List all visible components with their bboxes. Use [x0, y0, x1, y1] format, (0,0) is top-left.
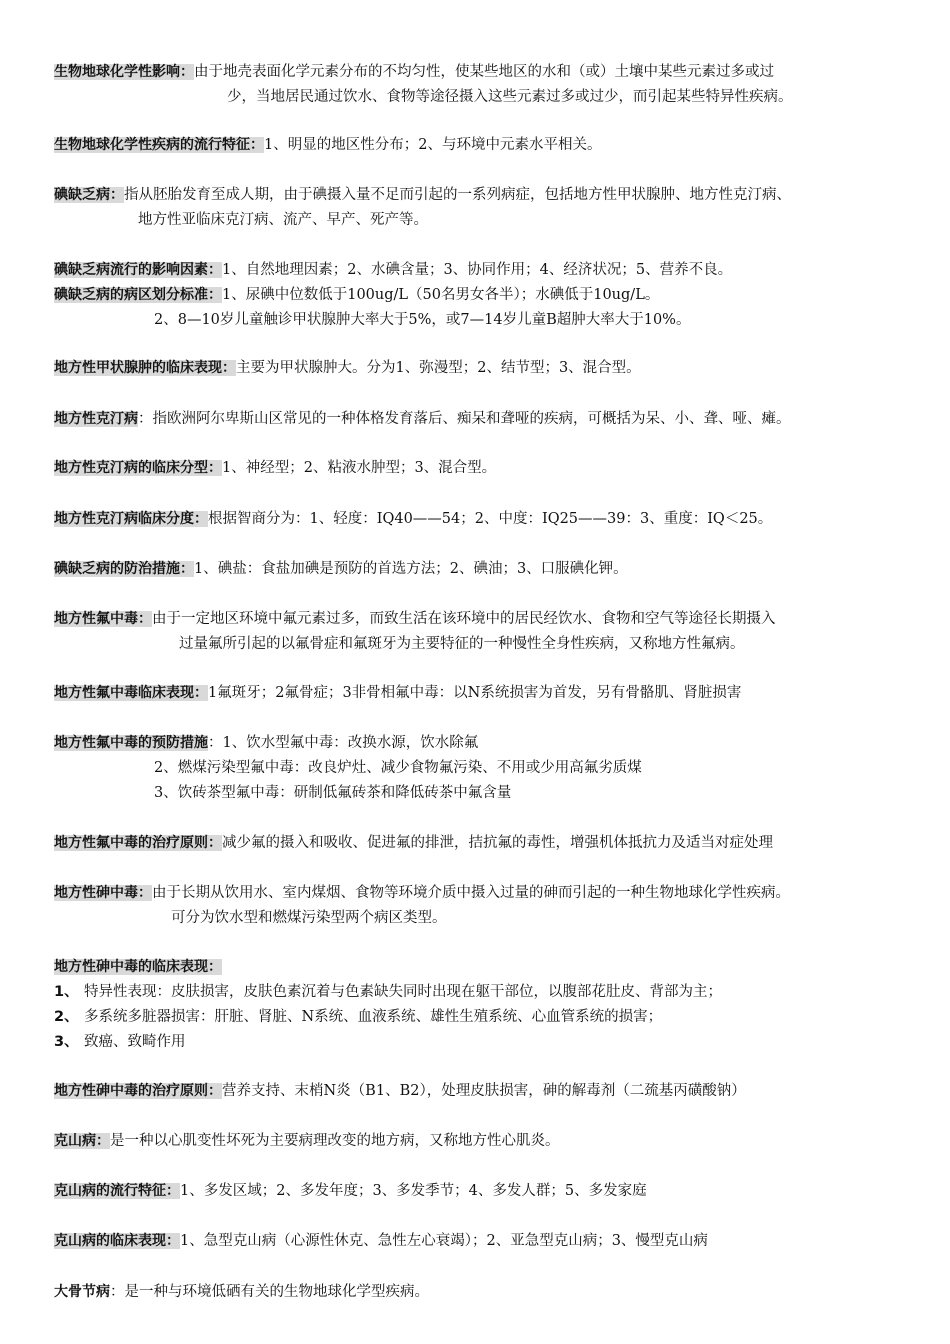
term-label: 地方性氟中毒临床表现：: [54, 685, 208, 701]
term-label: 地方性氟中毒的预防措施: [54, 735, 208, 751]
entry-continuation: 过量氟所引起的以氟骨症和氟斑牙为主要特征的一种慢性全身性疾病，又称地方性氟病。: [179, 636, 745, 652]
term-label: 克山病的流行特征：: [54, 1183, 180, 1199]
entry-text: ：1、饮水型氟中毒：改换水源，饮水除氟: [208, 735, 479, 751]
entry-text: 1氟斑牙；2氟骨症；3非骨相氟中毒：以N系统损害为首发，另有骨骼肌、肾脏损害: [208, 685, 742, 701]
term-label: 地方性克汀病的临床分型：: [54, 460, 222, 476]
entry-text: 减少氟的摄入和吸收、促进氟的排泄，拮抗氟的毒性，增强机体抵抗力及适当对症处理: [222, 835, 773, 851]
term-label: 地方性氟中毒：: [54, 611, 152, 627]
entry-text: 是一种以心肌变性坏死为主要病理改变的地方病，又称地方性心肌炎。: [110, 1133, 560, 1149]
entry-keshan-epidemic: [54, 1179, 910, 1204]
entry-cretinism-types: [54, 456, 910, 481]
term-label: 碘缺乏病的病区划分标准：: [54, 287, 222, 303]
list-number: 3、: [54, 1034, 79, 1050]
term-label: 碘缺乏病：: [54, 187, 124, 203]
entry-text: 1、神经型；2、粘液水肿型；3、混合型。: [222, 460, 497, 476]
term-label: 克山病的临床表现：: [54, 1233, 180, 1249]
entry-continuation: 2、8—10岁儿童触诊甲状腺肿大率大于5%，或7—14岁儿童B超肿大率大于10%。: [154, 312, 691, 328]
entry-iodine-factors: [54, 258, 910, 283]
term-label: 大骨节病: [54, 1284, 110, 1300]
entry-text: 1、多发区域；2、多发年度；3、多发季节；4、多发人群；5、多发家庭: [180, 1183, 647, 1199]
term-label: 碘缺乏病流行的影响因素：: [54, 262, 222, 278]
term-label: 克山病：: [54, 1133, 110, 1149]
entry-continuation: 地方性亚临床克汀病、流产、早产、死产等。: [138, 212, 428, 228]
entry-fluorosis-prevention: [54, 731, 910, 806]
entry-fluorosis-clinical: [54, 681, 910, 706]
entry-text: 特异性表现：皮肤损害，皮肤色素沉着与色素缺失同时出现在躯干部位，以腹部花肚皮、背部为主；: [84, 984, 722, 1000]
term-label: 碘缺乏病的防治措施：: [54, 561, 194, 577]
entry-biogeochem-influence: [54, 60, 910, 110]
entry-continuation: 2、燃煤污染型氟中毒：改良炉灶、减少食物氟污染、不用或少用高氟劣质煤: [154, 760, 642, 776]
entry-text: 1、尿碘中位数低于100ug/L（50名男女各半）；水碘低于10ug/L。: [222, 287, 660, 303]
term-label: 生物地球化学性影响：: [54, 64, 194, 80]
entry-continuation: 少，当地居民通过饮水、食物等途径摄入这些元素过多或过少，而引起某些特异性疾病。: [227, 89, 793, 105]
entry-iodine-prevention: [54, 557, 910, 582]
entry-cretinism: [54, 407, 910, 432]
entry-text: 由于长期从饮用水、室内煤烟、食物等环境介质中摄入过量的砷而引起的一种生物地球化学性疾病。: [152, 885, 790, 901]
term-label: 地方性克汀病: [54, 411, 138, 427]
entry-cretinism-grades: [54, 507, 910, 532]
entry-continuation: 3、饮砖茶型氟中毒：研制低氟砖茶和降低砖茶中氟含量: [154, 785, 512, 801]
list-item: [54, 1005, 910, 1030]
term-label: 地方性砷中毒的治疗原则：: [54, 1083, 222, 1099]
term-label: 地方性砷中毒：: [54, 885, 152, 901]
entry-text: 1、急型克山病（心源性休克、急性左心衰竭）；2、亚急型克山病；3、慢型克山病: [180, 1233, 708, 1249]
entry-arsenicosis-clinical: [54, 955, 910, 980]
entry-keshan: [54, 1129, 910, 1154]
entry-fluorosis-treatment: [54, 831, 910, 856]
entry-text: 1、自然地理因素；2、水碘含量；3、协同作用；4、经济状况；5、营养不良。: [222, 262, 733, 278]
term-label: 生物地球化学性疾病的流行特征：: [54, 137, 264, 153]
entry-text: 1、明显的地区性分布；2、与环境中元素水平相关。: [264, 137, 602, 153]
entry-kashin-beck: [54, 1280, 910, 1305]
entry-text: 多系统多脏器损害：肝脏、肾脏、N系统、血液系统、雄性生殖系统、心血管系统的损害；: [84, 1009, 663, 1025]
list-item: [54, 1030, 910, 1055]
term-label: 地方性克汀病临床分度：: [54, 511, 208, 527]
entry-text: 根据智商分为：1、轻度：IQ40——54；2、中度：IQ25——39：3、重度：IQ＜25。: [208, 511, 773, 527]
entry-text: 1、碘盐：食盐加碘是预防的首选方法；2、碘油；3、口服碘化钾。: [194, 561, 628, 577]
entry-text: 指从胚胎发育至成人期，由于碘摄入量不足而引起的一系列病症，包括地方性甲状腺肿、地方性克汀病、: [124, 187, 791, 203]
list-item: [54, 980, 910, 1005]
entry-arsenicosis-treatment: [54, 1079, 910, 1104]
entry-text: 由于一定地区环境中氟元素过多，而致生活在该环境中的居民经饮水、食物和空气等途径长期摄入: [152, 611, 776, 627]
term-label: 地方性砷中毒的临床表现：: [54, 959, 222, 975]
term-label: 地方性氟中毒的治疗原则：: [54, 835, 222, 851]
entry-keshan-clinical: [54, 1229, 910, 1254]
entry-text: 致癌、致畸作用: [84, 1034, 186, 1050]
entry-fluorosis: [54, 607, 910, 657]
list-number: 1、: [54, 984, 79, 1000]
entry-continuation: 可分为饮水型和燃煤污染型两个病区类型。: [171, 910, 447, 926]
entry-text: 由于地壳表面化学元素分布的不均匀性，使某些地区的水和（或）土壤中某些元素过多或过: [194, 64, 774, 80]
entry-iodine-deficiency: [54, 183, 910, 233]
entry-text: 营养支持、末梢N炎（B1、B2），处理皮肤损害，砷的解毒剂（二巯基丙磺酸钠）: [222, 1083, 746, 1099]
entry-iodine-criteria: [54, 283, 910, 333]
entry-biogeochem-epidemic: [54, 133, 910, 158]
entry-text: ：指欧洲阿尔卑斯山区常见的一种体格发育落后、痴呆和聋哑的疾病，可概括为呆、小、聋、哑、瘫。: [138, 411, 791, 427]
entry-text: ：是一种与环境低硒有关的生物地球化学型疾病。: [110, 1284, 429, 1300]
entry-text: 主要为甲状腺肿大。分为1、弥漫型；2、结节型；3、混合型。: [236, 360, 641, 376]
entry-goiter-clinical: [54, 356, 910, 381]
term-label: 地方性甲状腺肿的临床表现：: [54, 360, 236, 376]
list-number: 2、: [54, 1009, 79, 1025]
entry-arsenicosis: [54, 881, 910, 931]
